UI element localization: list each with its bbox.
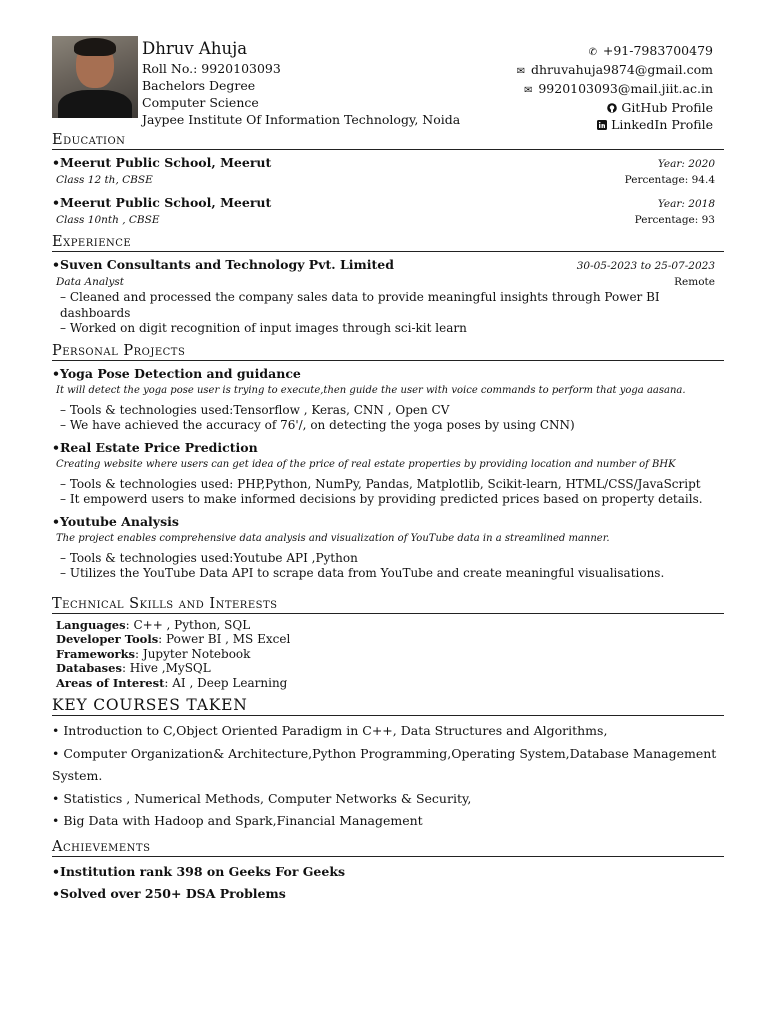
- list-item: – Tools & technologies used:Tensorflow , Keras, CNN , Open CV: [60, 403, 724, 419]
- education-score: Percentage: 93: [634, 214, 715, 226]
- list-item: – Tools & technologies used:Youtube API ,Python: [60, 551, 724, 567]
- list-item: •Solved over 250+ DSA Problems: [52, 885, 286, 901]
- project-title: •Real Estate Price Prediction: [52, 439, 258, 455]
- project-points: [52, 477, 724, 508]
- education-heading: Education: [52, 132, 724, 150]
- phone-number[interactable]: +91-7983700479: [602, 43, 713, 58]
- experience-location: Remote: [674, 276, 715, 288]
- phone-row[interactable]: [515, 42, 713, 61]
- resume-header: [52, 36, 724, 132]
- github-icon: [607, 103, 617, 113]
- project-entry: [52, 365, 724, 434]
- linkedin-row[interactable]: [515, 116, 713, 133]
- experience-dates: 30-05-2023 to 25-07-2023: [576, 260, 715, 272]
- skill-row: Areas of Interest: AI , Deep Learning: [56, 675, 288, 690]
- envelope-icon: ✉: [524, 85, 533, 96]
- courses-list: [52, 720, 724, 832]
- skills-heading: Technical Skills and Interests: [52, 596, 724, 614]
- list-item: – Utilizes the YouTube Data API to scrape data from YouTube and create meaningful visualisations.: [60, 566, 724, 582]
- list-item: • Big Data with Hadoop and Spark,Financial Management: [52, 813, 423, 829]
- email-row-1[interactable]: [515, 61, 713, 80]
- skills-list: [52, 618, 724, 691]
- skill-row: Databases: Hive ,MySQL: [56, 661, 211, 676]
- project-points: [52, 403, 724, 434]
- company-name: •Suven Consultants and Technology Pvt. Limited: [52, 257, 394, 272]
- profile-photo: [52, 36, 138, 118]
- experience-points: [52, 290, 715, 337]
- list-item: – Worked on digit recognition of input images through sci-kit learn: [60, 321, 715, 337]
- linkedin-link[interactable]: LinkedIn Profile: [611, 117, 713, 132]
- branch: Computer Science: [142, 95, 259, 110]
- resume-page: [52, 36, 724, 905]
- email-college[interactable]: 9920103093@mail.jiit.ac.in: [538, 81, 713, 96]
- education-year: Year: 2020: [657, 158, 715, 170]
- list-item: – It empowerd users to make informed decisions by providing predicted prices based on property details.: [60, 492, 724, 508]
- education-class: Class 12 th, CBSE: [56, 174, 153, 186]
- achievements-list: [52, 861, 724, 905]
- email-personal[interactable]: dhruvahuja9874@gmail.com: [531, 62, 713, 77]
- institute: Jaypee Institute Of Information Technology, Noida: [142, 112, 461, 127]
- candidate-name: Dhruv Ahuja: [142, 39, 248, 58]
- list-item: • Statistics , Numerical Methods, Computer Networks & Security,: [52, 790, 472, 806]
- education-class: Class 10nth , CBSE: [56, 214, 160, 226]
- skill-row: Frameworks: Jupyter Notebook: [56, 646, 251, 661]
- project-entry: [52, 513, 724, 582]
- github-row[interactable]: [515, 99, 713, 116]
- degree: Bachelors Degree: [142, 78, 256, 93]
- personal-info: [142, 39, 460, 128]
- education-score: Percentage: 94.4: [624, 174, 715, 186]
- list-item: – Cleaned and processed the company sales data to provide meaningful insights through Power BI dashboards: [60, 290, 715, 321]
- project-entry: [52, 439, 724, 508]
- project-points: [52, 551, 724, 582]
- education-entry: [52, 194, 715, 228]
- list-item: •Institution rank 398 on Geeks For Geeks: [52, 863, 346, 879]
- email-row-2[interactable]: [515, 80, 713, 99]
- project-title: •Youtube Analysis: [52, 513, 179, 529]
- project-title: •Yoga Pose Detection and guidance: [52, 365, 301, 381]
- education-entry: [52, 154, 715, 188]
- list-item: • Introduction to C,Object Oriented Paradigm in C++, Data Structures and Algorithms,: [52, 723, 608, 739]
- roll-number: Roll No.: 9920103093: [142, 61, 281, 76]
- envelope-icon: ✉: [516, 66, 526, 77]
- skill-row: Developer Tools: Power BI , MS Excel: [56, 632, 291, 647]
- school-name: •Meerut Public School, Meerut: [52, 195, 272, 210]
- phone-icon: ✆: [588, 47, 598, 58]
- projects-heading: Personal Projects: [52, 343, 724, 361]
- experience-entry: [52, 256, 715, 337]
- contact-info: [515, 42, 713, 133]
- project-description: It will detect the yoga pose user is trying to execute,then guide the user with voice commands to perform that yoga aasana.: [56, 384, 686, 396]
- experience-role: Data Analyst: [56, 276, 124, 288]
- project-description: Creating website where users can get idea of the price of real estate properties by providing location and number of BHK: [56, 458, 676, 470]
- list-item: – We have achieved the accuracy of 76'/, on detecting the yoga poses by using CNN): [60, 418, 724, 434]
- linkedin-icon: [597, 120, 607, 130]
- skill-row: Languages: C++ , Python, SQL: [56, 617, 251, 632]
- achievements-heading: Achievements: [52, 839, 724, 857]
- github-link[interactable]: GitHub Profile: [621, 100, 713, 115]
- education-year: Year: 2018: [657, 198, 715, 210]
- project-description: The project enables comprehensive data analysis and visualization of YouTube data in a streamlined manner.: [56, 532, 610, 544]
- list-item: • Computer Organization& Architecture,Python Programming,Operating System,Database Management System.: [52, 745, 717, 784]
- school-name: •Meerut Public School, Meerut: [52, 155, 272, 170]
- list-item: – Tools & technologies used: PHP,Python, NumPy, Pandas, Matplotlib, Scikit-learn, HTML/CSS/JavaScript: [60, 477, 724, 493]
- courses-heading: KEY COURSES TAKEN: [52, 696, 724, 716]
- experience-heading: Experience: [52, 234, 724, 252]
